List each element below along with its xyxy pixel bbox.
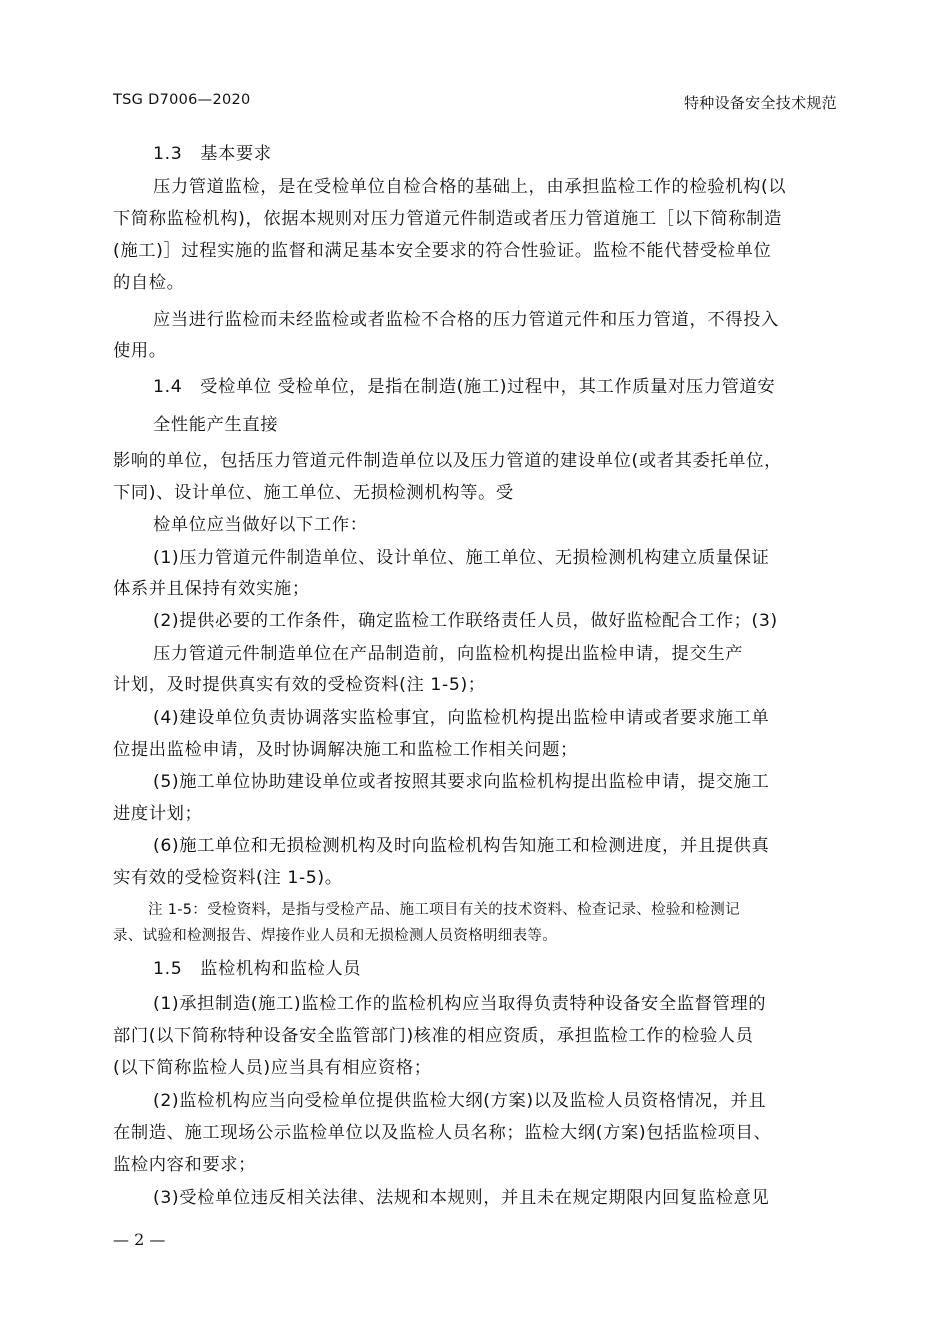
list-item-line: (1)承担制造(施工)监检工作的监检机构应当取得负责特种设备安全监督管理的 [153,994,767,1014]
list-item-line: 进度计划； [113,804,203,824]
list-item-line: (2)监检机构应当向受检单位提供监检大纲(方案)以及监检人员资格情况，并且 [153,1091,767,1111]
paragraph-line: 压力管道监检，是在受检单位自检合格的基础上，由承担监检工作的检验机构(以 [153,177,787,197]
list-item-line: (以下简称监检人员)应当具有相应资格； [113,1058,432,1078]
paragraph-line: 应当进行监检而未经监检或者监检不合格的压力管道元件和压力管道，不得投入 [153,310,779,330]
section-heading-1-5: 1.5 监检机构和监检人员 [153,959,362,979]
page-number: — 2 — [113,1230,166,1249]
list-item-line: (5)施工单位协助建设单位或者按照其要求向监检机构提出监检申请，提交施工 [153,772,770,792]
list-item-line: (6)施工单位和无损检测机构及时向监检机构告知施工和检测进度，并且提供真 [153,836,770,856]
list-item-line: 压力管道元件制造单位在产品制造前，向监检机构提出监检申请，提交生产 [153,644,744,664]
list-item-line: 在制造、施工现场公示监检单位以及监检人员名称；监检大纲(方案)包括监检项目、 [113,1123,772,1143]
list-item-line: (2)提供必要的工作条件，确定监检工作联络责任人员，做好监检配合工作；(3) [153,611,778,631]
list-item-line: 部门(以下简称特种设备安全监管部门)核准的相应资质，承担监检工作的检验人员 [113,1026,754,1046]
list-item-line: 实有效的受检资料(注 1-5)。 [113,868,343,888]
list-item-line: 监检内容和要求； [113,1155,257,1175]
paragraph-line: 全性能产生直接 [153,415,279,435]
paragraph-line: 使用。 [113,341,167,361]
paragraph-line: 影响的单位，包括压力管道元件制造单位以及压力管道的建设单位(或者其委托单位， [113,451,782,471]
paragraph-line: 的自检。 [113,273,185,293]
section-heading-1-3: 1.3 基本要求 [153,144,272,164]
list-item-line: 计划，及时提供真实有效的受检资料(注 1-5)； [113,675,486,695]
document-series: 特种设备安全技术规范 [683,94,837,112]
paragraph-line: 下简称监检机构)，依据本规则对压力管道元件制造或者压力管道施工［以下简称制造 [113,209,782,229]
note-line: 注 1-5：受检资料，是指与受检产品、施工项目有关的技术资料、检查记录、检验和检测记 [148,902,740,918]
list-item-line: 位提出监检申请，及时协调解决施工和监检工作相关问题； [113,740,578,760]
list-item-line: (1)压力管道元件制造单位、设计单位、施工单位、无损检测机构建立质量保证 [153,548,770,568]
paragraph-line: 下同)、设计单位、施工单位、无损检测机构等。受 [113,483,514,503]
note-line: 录、试验和检测报告、焊接作业人员和无损检测人员资格明细表等。 [113,928,557,944]
paragraph-line: 检单位应当做好以下工作： [153,515,368,535]
section-heading-1-4: 1.4 受检单位 受检单位，是指在制造(施工)过程中，其工作质量对压力管道安 [153,377,776,397]
document-code: TSG D7006—2020 [113,92,251,108]
list-item-line: (3)受检单位违反相关法律、法规和本规则，并且未在规定期限内回复监检意见 [153,1188,770,1208]
paragraph-line: (施工)］过程实施的监督和满足基本安全要求的符合性验证。监检不能代替受检单位 [113,241,772,261]
list-item-line: (4)建设单位负责协调落实监检事宜，向监检机构提出监检申请或者要求施工单 [153,708,770,728]
list-item-line: 体系并且保持有效实施； [113,579,310,599]
